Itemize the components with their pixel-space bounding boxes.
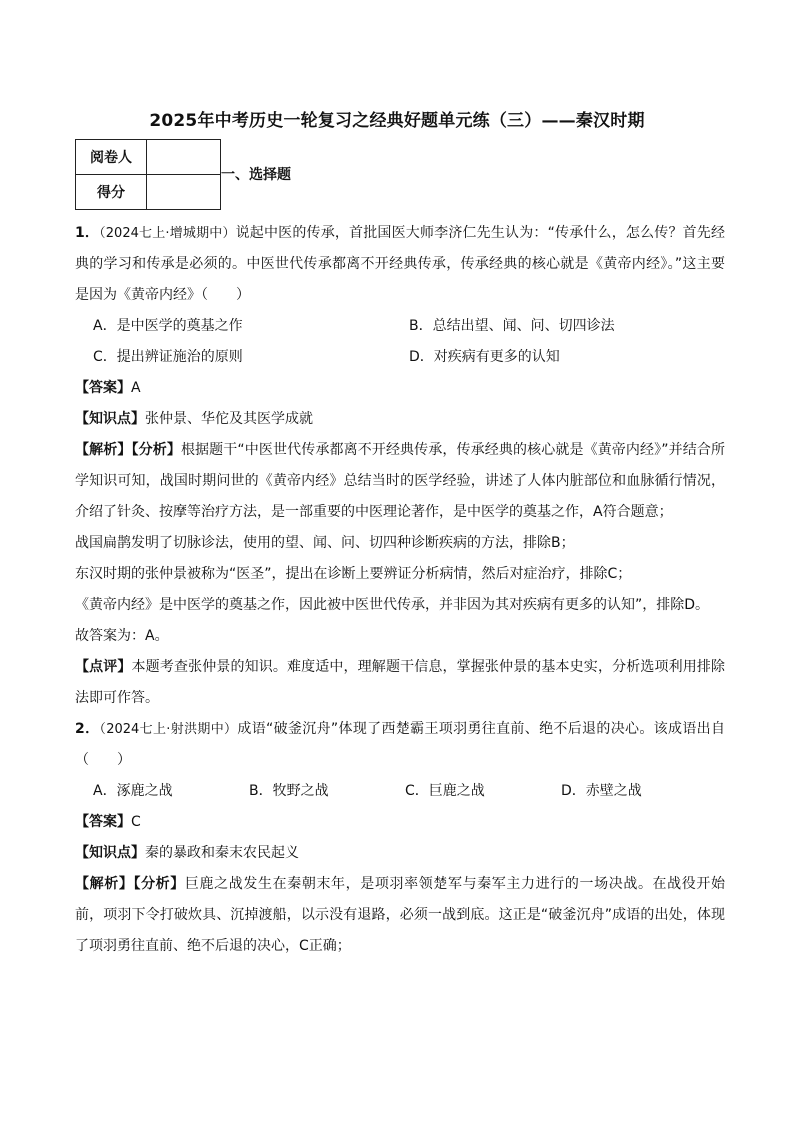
option-c: C．巨鹿之战 [405, 783, 485, 799]
knowledge-point-value: 秦的暴政和秦末农民起义 [145, 845, 299, 861]
answer-label: 【答案】 [75, 380, 131, 396]
question-1-answer [75, 373, 725, 404]
question-2-analysis [75, 869, 725, 962]
question-1-analysis-line-4: 《黄帝内经》是中医学的奠基之作，因此被中医世代传承，并非因为其对疾病有更多的认知”，排除D。 [75, 597, 710, 613]
knowledge-point-label: 【知识点】 [75, 411, 145, 427]
question-1-options-row-2 [75, 342, 725, 373]
option-b: B．总结出望、闻、问、切四诊法 [409, 318, 615, 334]
knowledge-point-label: 【知识点】 [75, 845, 145, 861]
option-d: D．对疾病有更多的认知 [409, 349, 560, 365]
score-table [75, 139, 221, 210]
analysis-text: 巨鹿之战发生在秦朝末年，是项羽率领楚军与秦军主力进行的一场决战。在战役开始前，项羽下令打破炊具、沉掉渡船，以示没有退路，必须一战到底。这正是“破釜沉舟”成语的出处，体现了项羽勇往直前、绝不后退的决心，C正确； [75, 876, 726, 954]
question-1-analysis-line-3: 东汉时期的张仲景被称为“医圣”，提出在诊断上要辨证分析病情，然后对症治疗，排除C； [75, 566, 632, 582]
question-1-final-answer: 故答案为：A。 [75, 628, 169, 644]
answer-label: 【答案】 [75, 814, 131, 830]
comment-label: 【点评】 [75, 659, 132, 675]
question-text: 说起中医的传承，首批国医大师李济仁先生认为：“传承什么，怎么传？首先经典的学习和传承是必须的。中医世代传承都离不开经典传承，传承经典的核心就是《黄帝内经》。”这主要是因为《黄帝内经》（ ） [75, 225, 725, 303]
question-1-options-row-1 [75, 311, 725, 342]
option-a: A．是中医学的奠基之作 [93, 318, 243, 334]
option-a: A．涿鹿之战 [93, 783, 173, 799]
option-d: D．赤壁之战 [561, 783, 642, 799]
document-title: 2025年中考历史一轮复习之经典好题单元练（三）——秦汉时期 [149, 111, 645, 131]
section-title: 一、选择题 [221, 167, 291, 183]
score-cell [147, 175, 221, 210]
question-2-options [75, 776, 725, 807]
answer-value: A [131, 380, 141, 396]
question-source: （2024七上·增城期中） [99, 226, 236, 241]
analysis-label: 【解析】【分析】 [75, 442, 181, 458]
answer-value: C [131, 814, 141, 830]
question-1-analysis-line-2: 战国扁鹊发明了切脉诊法，使用的望、闻、问、切四种诊断疾病的方法，排除B； [75, 535, 575, 551]
question-2-answer [75, 807, 725, 838]
analysis-text: 根据题干“中医世代传承都离不开经典传承，传承经典的核心就是《黄帝内经》”并结合所学知识可知，战国时期问世的《黄帝内经》总结当时的医学经验，讲述了人体内脏部位和血脉循行情况，介绍了针灸、按摩等治疗方法，是一部重要的中医理论著作，是中医学的奠基之作，A符合题意； [75, 442, 725, 520]
option-b: B．牧野之战 [249, 783, 329, 799]
analysis-label: 【解析】【分析】 [75, 876, 185, 892]
question-1-knowledge-point [75, 404, 725, 435]
question-number: 1． [75, 225, 100, 241]
knowledge-point-value: 张仲景、华佗及其医学成就 [145, 411, 313, 427]
reviewer-label: 阅卷人 [76, 140, 147, 175]
question-2-stem [75, 714, 725, 776]
question-text: 成语“破釜沉舟”体现了西楚霸王项羽勇往直前、绝不后退的决心。该成语出自（ ） [75, 721, 725, 768]
score-label: 得分 [76, 175, 147, 210]
option-c: C．提出辨证施治的原则 [93, 349, 243, 365]
question-1-stem [75, 218, 725, 311]
questions-content [75, 218, 725, 962]
question-source: （2024七上·射洪期中） [99, 722, 238, 737]
question-number: 2． [75, 721, 100, 737]
question-1-comment [75, 652, 725, 714]
reviewer-cell [147, 140, 221, 175]
question-1-analysis [75, 435, 725, 528]
comment-text: 本题考查张仲景的知识。难度适中，理解题干信息，掌握张仲景的基本史实，分析选项利用排除法即可作答。 [75, 659, 726, 706]
question-2-knowledge-point [75, 838, 725, 869]
